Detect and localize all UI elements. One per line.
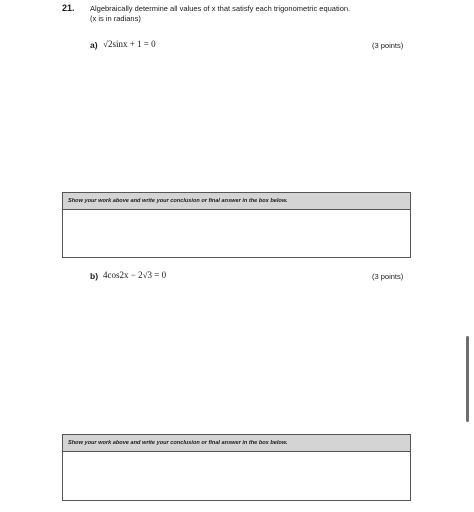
question-prompt <box>90 4 350 24</box>
part-a-answer-box-header: Show your work above and write your conclusion or final answer in the box below. <box>63 193 410 210</box>
part-a-answer-field[interactable] <box>63 210 410 257</box>
part-b-points: (3 points) <box>372 272 404 281</box>
prompt-line-2: (x is in radians) <box>90 14 141 23</box>
vertical-scrollbar[interactable] <box>466 336 469 422</box>
part-b-answer-box-header: Show your work above and write your conclusion or final answer in the box below. <box>63 435 410 452</box>
part-b-label: b) <box>90 271 99 281</box>
part-a-equation: √2sinx + 1 = 0 <box>103 39 156 49</box>
part-b-answer-box <box>62 434 411 501</box>
part-b-answer-field[interactable] <box>63 452 410 500</box>
part-a-answer-box <box>62 192 411 258</box>
prompt-line-1: Algebraically determine all values of x that satisfy each trigonometric equation. <box>90 4 351 13</box>
part-a-points: (3 points) <box>372 41 404 50</box>
question-number: 21. <box>62 3 75 13</box>
part-a-label: a) <box>90 40 98 50</box>
part-b-equation: 4cos2x − 2√3 = 0 <box>103 270 167 280</box>
